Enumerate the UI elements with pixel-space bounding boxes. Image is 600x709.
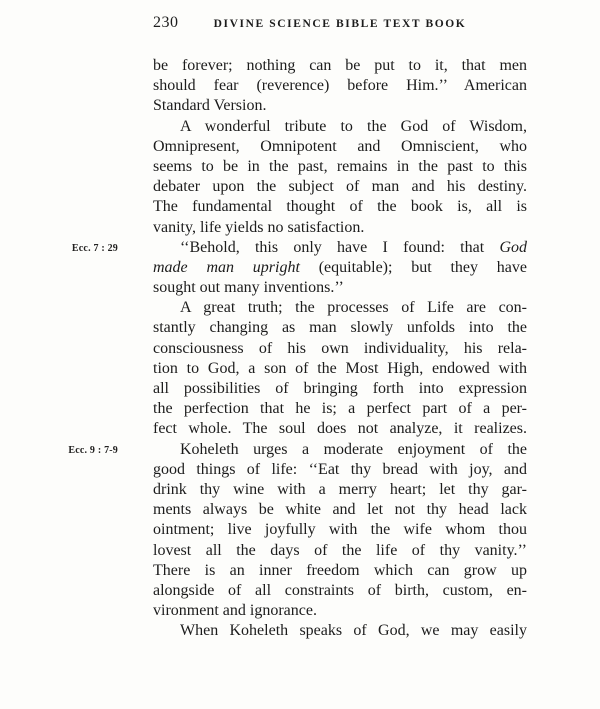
paragraph xyxy=(153,238,527,299)
text-line xyxy=(153,76,527,96)
text-run: made man upright xyxy=(153,258,300,276)
text-line xyxy=(153,399,527,419)
text-run: The fundamental thought of the book is, all is xyxy=(153,198,527,216)
text-line xyxy=(153,137,527,157)
text-run: lovest all the days of the life of thy vanity.’’ xyxy=(153,541,527,559)
text-line xyxy=(153,197,527,217)
text-line xyxy=(153,379,527,399)
text-line xyxy=(153,298,527,318)
text-run: ‘‘Behold, this only have I found: that xyxy=(180,238,500,256)
paragraph xyxy=(153,298,527,439)
text-line xyxy=(153,56,527,76)
text-run: seems to be in the past, remains in the past to this xyxy=(153,157,527,175)
paragraph xyxy=(153,621,527,641)
text-run: good things of life: ‘‘Eat thy bread with joy, and xyxy=(153,460,527,478)
text-run: There is an inner freedom which can grow up xyxy=(153,561,527,579)
text-line xyxy=(153,561,527,581)
text-line xyxy=(153,218,527,238)
text-run: stantly changing as man slowly unfolds into the xyxy=(153,319,527,337)
text-run: God xyxy=(499,238,527,256)
text-run: the perfection that he is; a perfect part of a per- xyxy=(153,400,527,418)
text-run: Koheleth urges a moderate enjoyment of the xyxy=(180,440,527,458)
text-run: When Koheleth speaks of God, we may easily xyxy=(180,622,527,640)
paragraph xyxy=(153,117,527,238)
text-line xyxy=(153,419,527,439)
text-line xyxy=(153,177,527,197)
text-line xyxy=(153,117,527,137)
text-line xyxy=(153,541,527,561)
text-run: (equitable); but they have xyxy=(299,258,527,276)
text-line xyxy=(153,621,527,641)
text-line xyxy=(153,96,527,116)
text-line xyxy=(153,601,527,621)
text-run: vironment and ignorance. xyxy=(153,602,317,620)
text-line xyxy=(153,480,527,500)
text-run: sought out many inventions.’’ xyxy=(153,279,344,297)
text-run: Standard Version. xyxy=(153,97,267,115)
page-body xyxy=(153,56,527,641)
text-line xyxy=(153,339,527,359)
text-line xyxy=(153,359,527,379)
paragraph xyxy=(153,440,527,622)
page-number: 230 xyxy=(153,14,179,31)
text-run: debater upon the subject of man and his destiny. xyxy=(153,178,527,196)
text-line xyxy=(153,440,527,460)
text-run: A great truth; the processes of Life are con- xyxy=(180,299,527,317)
text-run: ointment; live joyfully with the wife whom thou xyxy=(153,521,527,539)
text-run: should fear (reverence) before Him.’’ American xyxy=(153,77,527,95)
text-line xyxy=(153,238,527,258)
text-line xyxy=(153,278,527,298)
paragraph xyxy=(153,56,527,117)
text-run: drink thy wine with a merry heart; let thy gar- xyxy=(153,480,527,498)
text-line xyxy=(153,581,527,601)
text-line xyxy=(153,258,527,278)
text-run: fect whole. The soul does not analyze, it realizes. xyxy=(153,420,527,438)
text-line xyxy=(153,460,527,480)
margin-note: Ecc. 7 : 29 xyxy=(71,243,118,254)
text-run: alongside of all constraints of birth, custom, en- xyxy=(153,581,527,599)
text-run: consciousness of his own individuality, his rela- xyxy=(153,339,527,357)
text-run: ments always be white and let not thy head lack xyxy=(153,501,527,519)
text-run: vanity, life yields no satisfaction. xyxy=(153,218,365,236)
text-line xyxy=(153,318,527,338)
text-run: be forever; nothing can be put to it, that men xyxy=(153,57,527,74)
text-run: tion to God, a son of the Most High, endowed with xyxy=(153,359,527,377)
running-title: DIVINE SCIENCE BIBLE TEXT BOOK xyxy=(213,18,467,30)
text-line xyxy=(153,157,527,177)
margin-note: Ecc. 9 : 7-9 xyxy=(68,445,118,456)
text-run: all possibilities of bringing forth into expression xyxy=(153,380,527,397)
text-line xyxy=(153,520,527,540)
text-run: Omnipresent, Omnipotent and Omniscient, who xyxy=(153,137,527,155)
text-line xyxy=(153,500,527,520)
page-header xyxy=(153,14,527,34)
text-run: A wonderful tribute to the God of Wisdom, xyxy=(180,117,527,135)
